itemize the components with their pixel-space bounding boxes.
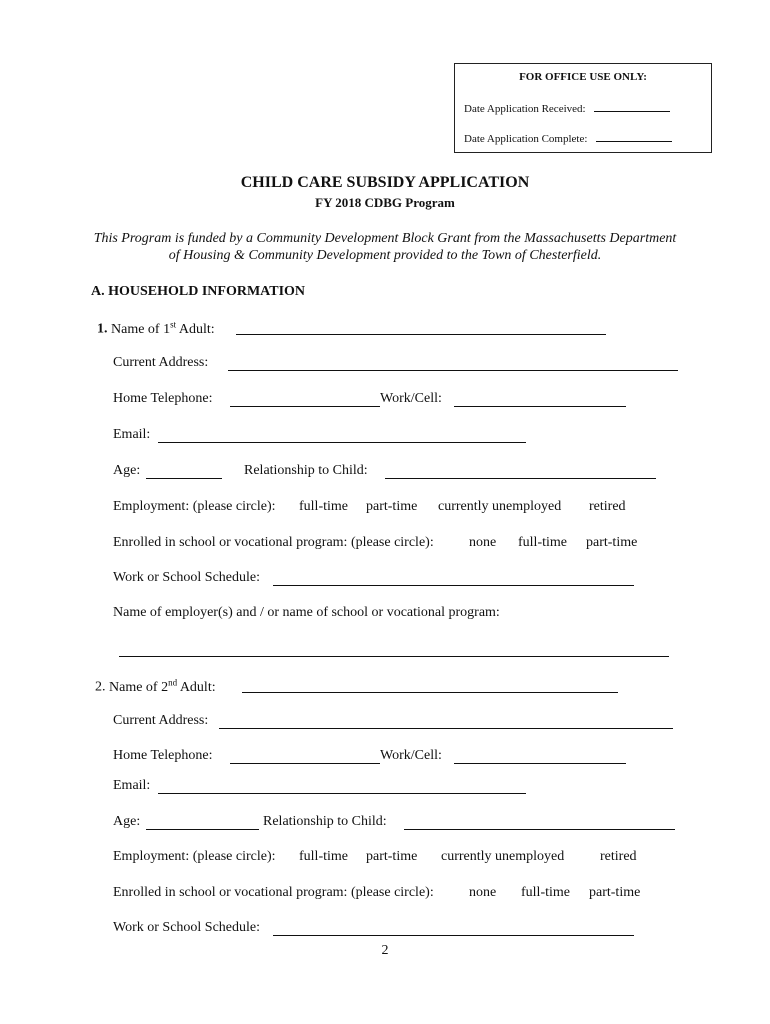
- adult1-emp-option-fulltime[interactable]: full-time: [299, 499, 348, 514]
- section-a-heading: A. HOUSEHOLD INFORMATION: [91, 284, 306, 299]
- adult2-number: 2.: [95, 679, 106, 695]
- adult1-schedule-label: Work or School Schedule:: [113, 570, 261, 585]
- adult2-emp-option-unemployed[interactable]: currently unemployed: [441, 849, 565, 864]
- adult2-home-phone-label: Home Telephone:: [113, 748, 213, 763]
- office-use-box: [454, 63, 712, 153]
- adult2-email-label: Email:: [113, 778, 151, 793]
- adult2-name-label: Name of 2nd Adult:: [109, 677, 216, 695]
- intro-line-2: of Housing & Community Development provided to the Town of Chesterfield.: [168, 248, 602, 263]
- adult1-enr-option-none[interactable]: none: [469, 535, 497, 550]
- adult1-name-label: Name of 1st Adult:: [111, 319, 215, 337]
- adult1-relationship-label: Relationship to Child:: [244, 463, 368, 478]
- adult1-emp-option-retired[interactable]: retired: [589, 499, 626, 514]
- date-received-field[interactable]: [594, 99, 670, 112]
- date-complete-row: [464, 129, 672, 145]
- intro-line-1: This Program is funded by a Community Development Block Grant from the Massachusetts Department: [93, 231, 677, 246]
- adult1-address-label: Current Address:: [113, 355, 209, 370]
- adult2-name-field[interactable]: [242, 680, 618, 693]
- adult1-enr-option-parttime[interactable]: part-time: [586, 535, 638, 550]
- date-complete-field[interactable]: [596, 129, 672, 142]
- adult2-age-field[interactable]: [146, 817, 259, 830]
- adult2-enrolled-label: Enrolled in school or vocational program: (please circle):: [113, 885, 434, 900]
- form-subtitle: FY 2018 CDBG Program: [315, 195, 455, 210]
- adult1-emp-option-unemployed[interactable]: currently unemployed: [438, 499, 562, 514]
- adult1-home-phone-field[interactable]: [230, 394, 380, 407]
- page-number: 2: [381, 943, 389, 958]
- adult1-home-phone-label: Home Telephone:: [113, 391, 213, 406]
- adult1-name-field[interactable]: [236, 322, 606, 335]
- adult2-address-field[interactable]: [219, 716, 673, 729]
- adult2-address-label: Current Address:: [113, 713, 209, 728]
- adult1-emp-option-parttime[interactable]: part-time: [366, 499, 418, 514]
- adult2-work-cell-field[interactable]: [454, 751, 626, 764]
- adult1-employment-label: Employment: (please circle):: [113, 499, 276, 514]
- adult2-enr-option-parttime[interactable]: part-time: [589, 885, 641, 900]
- adult2-schedule-label: Work or School Schedule:: [113, 920, 261, 935]
- adult2-enr-option-fulltime[interactable]: full-time: [521, 885, 570, 900]
- date-received-label: Date Application Received:: [464, 103, 586, 115]
- adult1-enr-option-fulltime[interactable]: full-time: [518, 535, 567, 550]
- adult2-relationship-field[interactable]: [404, 817, 675, 830]
- adult1-work-cell-label: Work/Cell:: [380, 391, 442, 406]
- adult2-name-row: [95, 677, 216, 696]
- date-received-row: [464, 99, 670, 115]
- adult1-name-row: [97, 319, 215, 338]
- adult1-employer-label: Name of employer(s) and / or name of school or vocational program:: [113, 605, 500, 620]
- form-title: CHILD CARE SUBSIDY APPLICATION: [240, 174, 530, 191]
- adult1-relationship-field[interactable]: [385, 466, 656, 479]
- adult2-emp-option-parttime[interactable]: part-time: [366, 849, 418, 864]
- adult2-employment-label: Employment: (please circle):: [113, 849, 276, 864]
- adult1-number: 1.: [97, 321, 108, 337]
- adult1-email-field[interactable]: [158, 430, 526, 443]
- adult2-age-label: Age:: [113, 814, 141, 829]
- adult2-emp-option-retired[interactable]: retired: [600, 849, 637, 864]
- adult2-work-cell-label: Work/Cell:: [380, 748, 442, 763]
- date-complete-label: Date Application Complete:: [464, 133, 588, 145]
- adult2-enr-option-none[interactable]: none: [469, 885, 497, 900]
- adult2-home-phone-field[interactable]: [230, 751, 380, 764]
- adult2-emp-option-fulltime[interactable]: full-time: [299, 849, 348, 864]
- adult1-employer-field[interactable]: [119, 644, 669, 657]
- adult1-schedule-field[interactable]: [273, 573, 634, 586]
- adult1-work-cell-field[interactable]: [454, 394, 626, 407]
- adult2-relationship-label: Relationship to Child:: [263, 814, 387, 829]
- adult1-age-field[interactable]: [146, 466, 222, 479]
- adult1-enrolled-label: Enrolled in school or vocational program: (please circle):: [113, 535, 434, 550]
- adult2-email-field[interactable]: [158, 781, 526, 794]
- adult1-address-field[interactable]: [228, 358, 678, 371]
- adult1-age-label: Age:: [113, 463, 141, 478]
- office-use-title: FOR OFFICE USE ONLY:: [519, 71, 647, 83]
- adult1-email-label: Email:: [113, 427, 151, 442]
- adult2-schedule-field[interactable]: [273, 923, 634, 936]
